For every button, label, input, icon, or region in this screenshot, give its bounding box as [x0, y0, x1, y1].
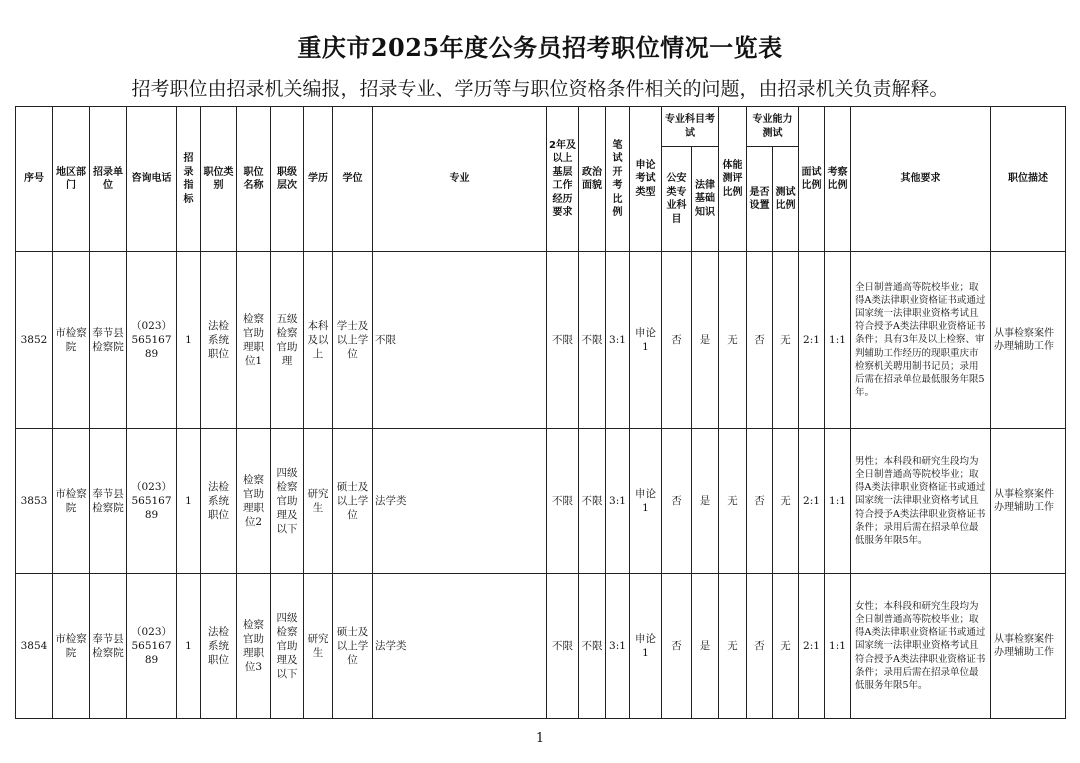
cell-written-ratio: 3:1: [606, 252, 630, 429]
cell-quota: 1: [177, 574, 201, 719]
cell-physical-ratio: 无: [719, 252, 747, 429]
cell-job-desc: 从事检察案件办理辅助工作: [991, 429, 1066, 574]
cell-unit: 奉节县检察院: [90, 252, 127, 429]
cell-phone: （023）56516789: [127, 252, 177, 429]
cell-politics: 不限: [579, 574, 606, 719]
cell-degree: 学士及以上学位: [333, 252, 373, 429]
header-education: 学历: [304, 107, 333, 252]
header-other-req: 其他要求: [851, 107, 991, 252]
cell-education: 研究生: [304, 574, 333, 719]
cell-category: 法检系统职位: [201, 574, 237, 719]
cell-degree: 硕士及以上学位: [333, 574, 373, 719]
cell-police-subject: 否: [662, 252, 692, 429]
cell-other-req: 全日制普通高等院校毕业；取得A类法律职业资格证书或通过国家统一法律职业资格考试且符合授予A类法律职业资格证书条件；具有3年及以上检察、审判辅助工作经历的现职重庆市检察机关聘用制书记员；录用后需在招录单位最低服务年限5年。: [851, 252, 991, 429]
header-interview-ratio: 面试比例: [799, 107, 825, 252]
header-phone: 咨询电话: [127, 107, 177, 252]
cell-major: 不限: [373, 252, 547, 429]
cell-written-ratio: 3:1: [606, 429, 630, 574]
header-position: 职位名称: [237, 107, 271, 252]
cell-region: 市检察院: [53, 574, 90, 719]
header-police-subject: 公安类专业科目: [662, 147, 692, 252]
cell-category: 法检系统职位: [201, 429, 237, 574]
cell-major: 法学类: [373, 574, 547, 719]
cell-seq: 3854: [16, 574, 53, 719]
header-job-desc: 职位描述: [991, 107, 1066, 252]
cell-inspection-ratio: 1:1: [825, 252, 851, 429]
cell-position: 检察官助理职位3: [237, 574, 271, 719]
table-row: [16, 252, 1066, 429]
cell-job-desc: 从事检察案件办理辅助工作: [991, 574, 1066, 719]
cell-phone: （023）56516789: [127, 429, 177, 574]
cell-level: 四级检察官助理及以下: [271, 574, 304, 719]
cell-major: 法学类: [373, 429, 547, 574]
document-title: 重庆市2025年度公务员招考职位情况一览表: [297, 33, 783, 62]
cell-phone: （023）56516789: [127, 574, 177, 719]
cell-position: 检察官助理职位2: [237, 429, 271, 574]
header-category: 职位类别: [201, 107, 237, 252]
cell-ability-ratio: 无: [773, 574, 799, 719]
cell-other-req: 男性；本科段和研究生段均为全日制普通高等院校毕业；取得A类法律职业资格证书或通过国家统一法律职业资格考试且符合授予A类法律职业资格证书条件；录用后需在招录单位最低服务年限5年。: [851, 429, 991, 574]
header-inspection-ratio: 考察比例: [825, 107, 851, 252]
cell-category: 法检系统职位: [201, 252, 237, 429]
header-major: 专业: [373, 107, 547, 252]
cell-law-basics: 是: [692, 574, 719, 719]
cell-region: 市检察院: [53, 429, 90, 574]
cell-other-req: 女性；本科段和研究生段均为全日制普通高等院校毕业；取得A类法律职业资格证书或通过国家统一法律职业资格考试且符合授予A类法律职业资格证书条件；录用后需在招录单位最低服务年限5年。: [851, 574, 991, 719]
header-region: 地区部门: [53, 107, 90, 252]
cell-ability-setup: 否: [747, 574, 773, 719]
header-physical-ratio: 体能测评比例: [719, 107, 747, 252]
cell-experience: 不限: [547, 429, 579, 574]
cell-law-basics: 是: [692, 429, 719, 574]
cell-essay-type: 申论1: [630, 574, 662, 719]
header-subject-group: 专业科目考试: [662, 107, 719, 147]
positions-table: [15, 106, 1066, 719]
header-ability-setup: 是否设置: [747, 147, 773, 252]
cell-interview-ratio: 2:1: [799, 574, 825, 719]
header-ability-ratio: 测试比例: [773, 147, 799, 252]
cell-ability-ratio: 无: [773, 429, 799, 574]
cell-essay-type: 申论1: [630, 252, 662, 429]
cell-physical-ratio: 无: [719, 429, 747, 574]
header-written-ratio: 笔试开考比例: [606, 107, 630, 252]
cell-politics: 不限: [579, 429, 606, 574]
cell-unit: 奉节县检察院: [90, 429, 127, 574]
header-level: 职级层次: [271, 107, 304, 252]
header-experience: 2年及以上基层工作经历要求: [547, 107, 579, 252]
cell-degree: 硕士及以上学位: [333, 429, 373, 574]
cell-job-desc: 从事检察案件办理辅助工作: [991, 252, 1066, 429]
table-row: [16, 429, 1066, 574]
cell-ability-setup: 否: [747, 429, 773, 574]
header-unit: 招录单位: [90, 107, 127, 252]
cell-position: 检察官助理职位1: [237, 252, 271, 429]
cell-education: 研究生: [304, 429, 333, 574]
header-politics: 政治面貌: [579, 107, 606, 252]
cell-quota: 1: [177, 429, 201, 574]
cell-written-ratio: 3:1: [606, 574, 630, 719]
document-subtitle: 招考职位由招录机关编报，招录专业、学历等与职位资格条件相关的问题，由招录机关负责解释。: [131, 78, 949, 100]
cell-law-basics: 是: [692, 252, 719, 429]
cell-region: 市检察院: [53, 252, 90, 429]
cell-inspection-ratio: 1:1: [825, 429, 851, 574]
page-number: 1: [535, 731, 545, 746]
cell-experience: 不限: [547, 574, 579, 719]
cell-level: 四级检察官助理及以下: [271, 429, 304, 574]
cell-level: 五级检察官助理: [271, 252, 304, 429]
cell-ability-ratio: 无: [773, 252, 799, 429]
cell-physical-ratio: 无: [719, 574, 747, 719]
header-quota: 招录指标: [177, 107, 201, 252]
cell-quota: 1: [177, 252, 201, 429]
cell-essay-type: 申论1: [630, 429, 662, 574]
cell-inspection-ratio: 1:1: [825, 574, 851, 719]
header-essay-type: 申论考试类型: [630, 107, 662, 252]
table-row: [16, 574, 1066, 719]
cell-politics: 不限: [579, 252, 606, 429]
cell-police-subject: 否: [662, 429, 692, 574]
cell-experience: 不限: [547, 252, 579, 429]
header-degree: 学位: [333, 107, 373, 252]
cell-interview-ratio: 2:1: [799, 252, 825, 429]
header-ability-group: 专业能力测试: [747, 107, 799, 147]
cell-interview-ratio: 2:1: [799, 429, 825, 574]
cell-ability-setup: 否: [747, 252, 773, 429]
cell-seq: 3852: [16, 252, 53, 429]
cell-police-subject: 否: [662, 574, 692, 719]
header-law-basics: 法律基础知识: [692, 147, 719, 252]
cell-unit: 奉节县检察院: [90, 574, 127, 719]
cell-seq: 3853: [16, 429, 53, 574]
cell-education: 本科及以上: [304, 252, 333, 429]
header-seq: 序号: [16, 107, 53, 252]
